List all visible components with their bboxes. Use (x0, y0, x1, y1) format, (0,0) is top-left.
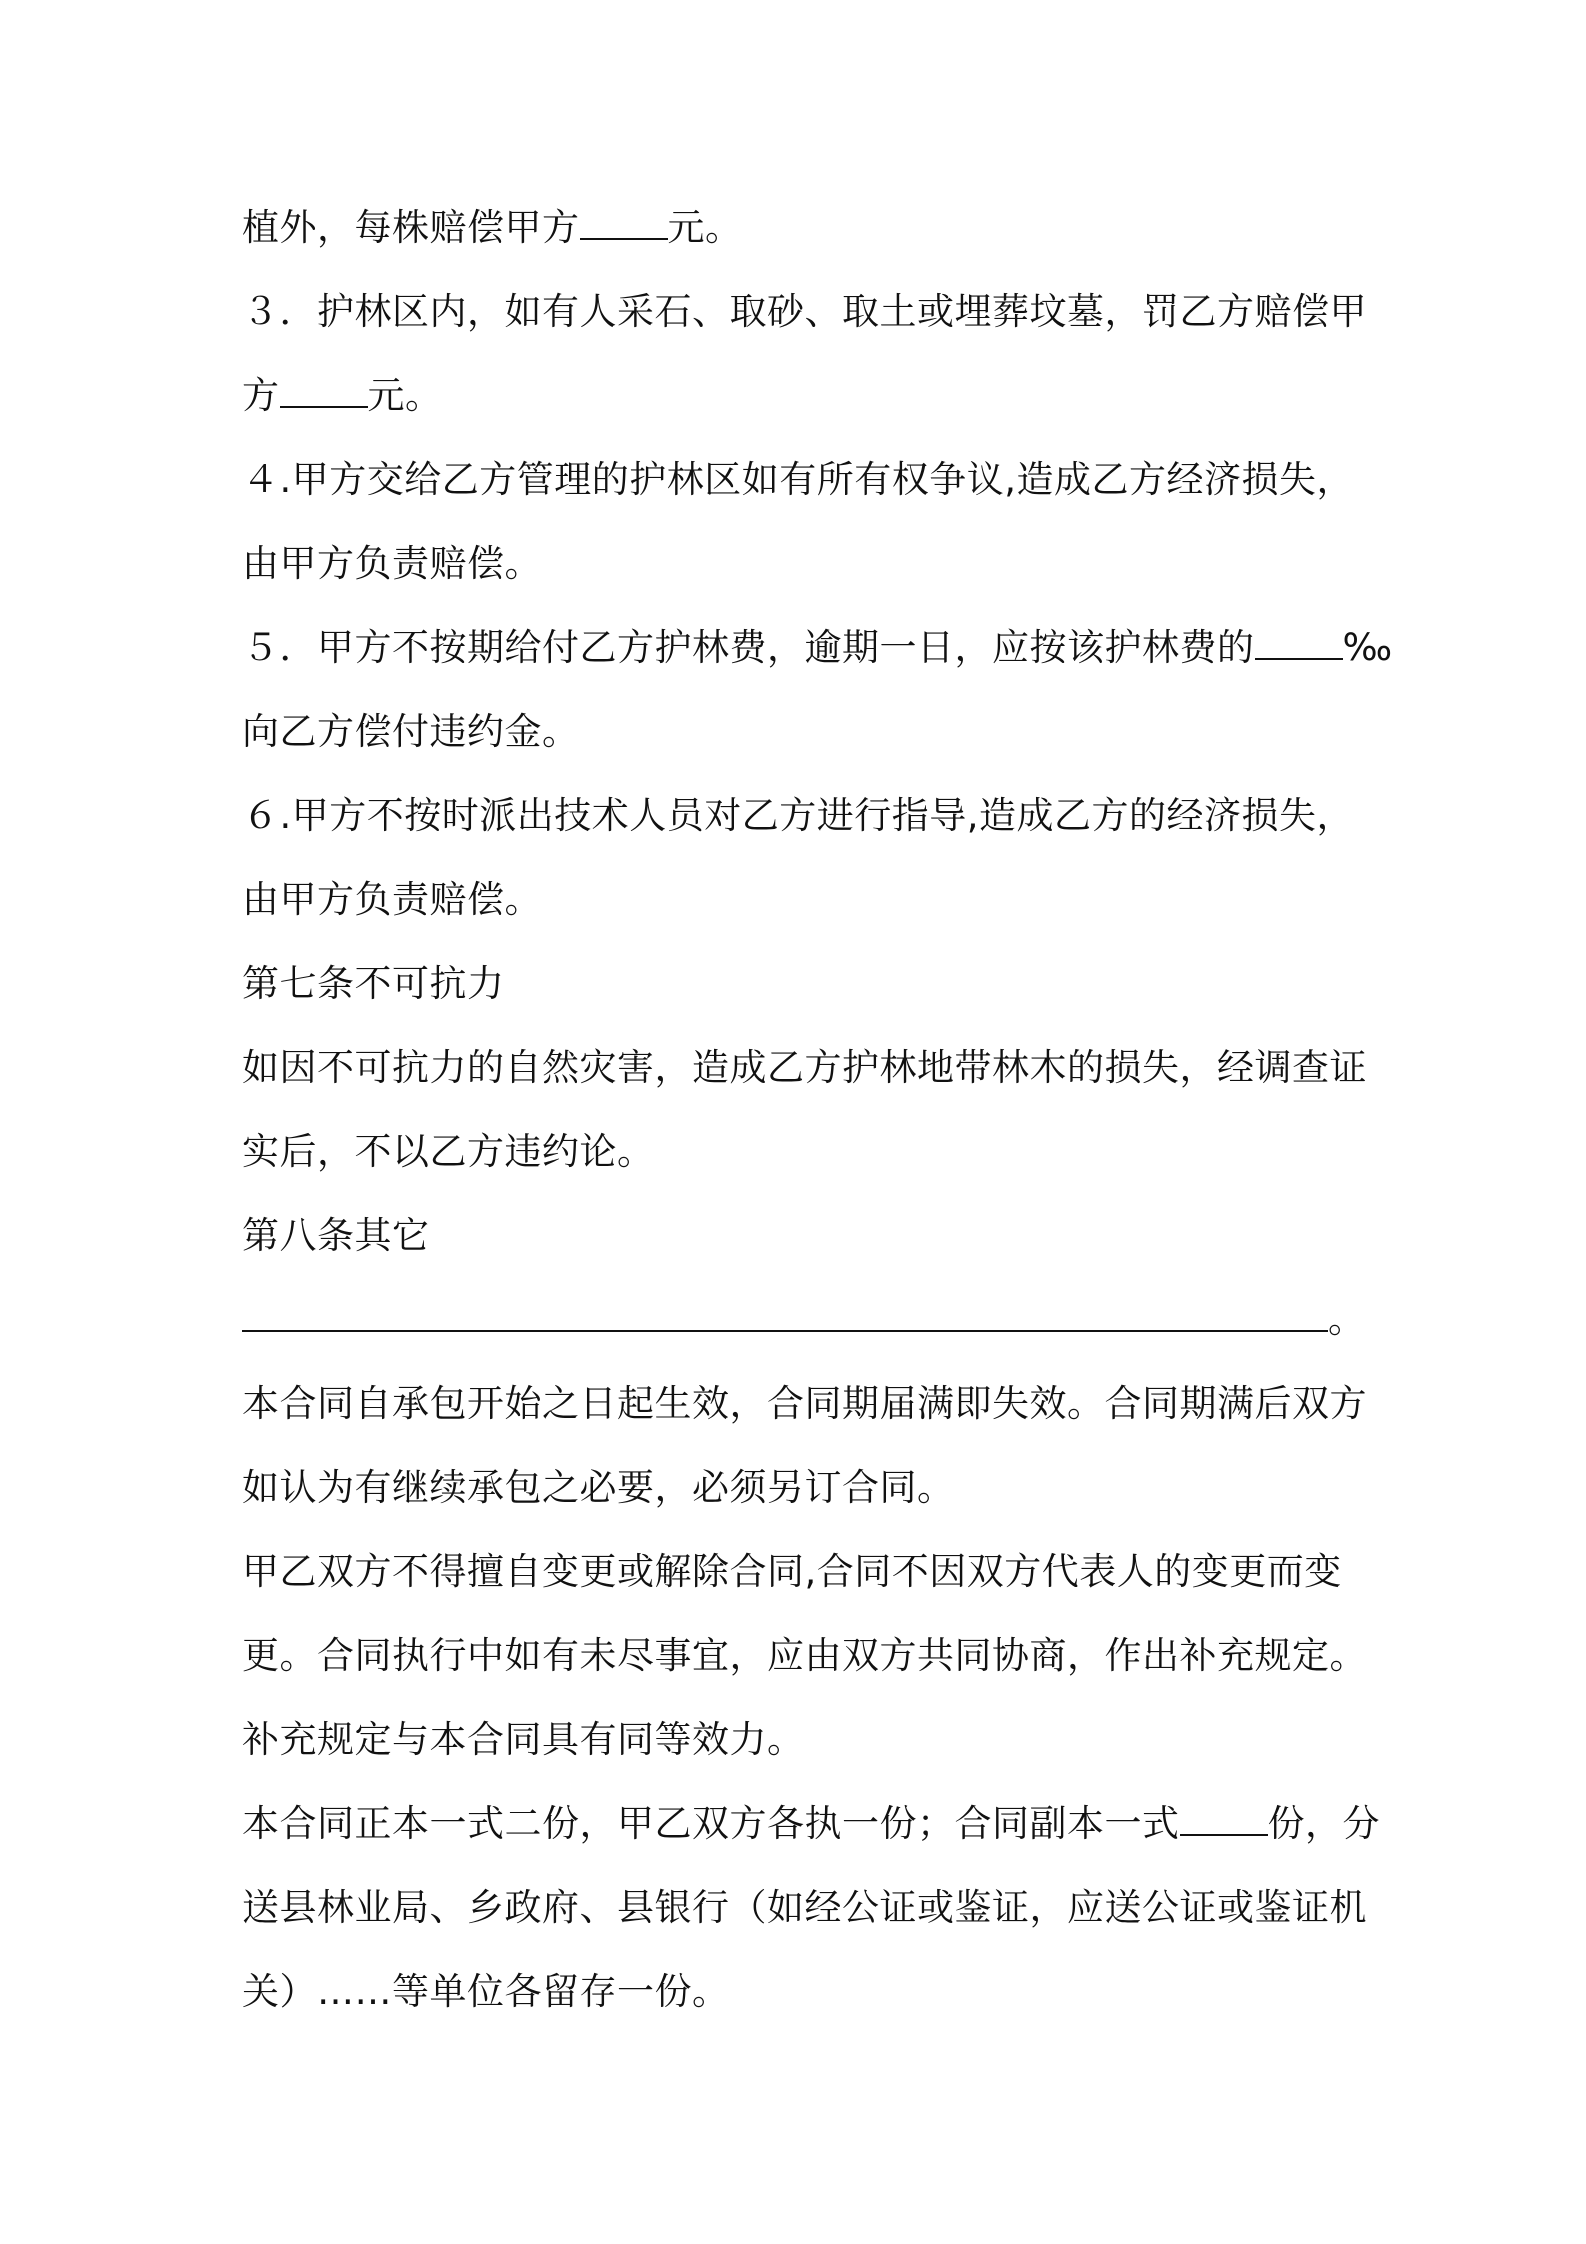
fill-in-blank (580, 208, 668, 240)
text-line: 如因不可抗力的自然灾害，造成乙方护林地带林木的损失，经调查证 (242, 1046, 1367, 1089)
text-line: 甲乙双方不得擅自变更或解除合同,合同不因双方代表人的变更而变 (242, 1550, 1342, 1593)
section-heading: 第八条其它 (242, 1214, 430, 1257)
text-line (242, 1296, 1366, 1344)
text-segment: 元。 (667, 206, 743, 249)
text-line (242, 1800, 1380, 1848)
text-line: 补充规定与本合同具有同等效力。 (242, 1718, 805, 1761)
text-line: 实后，不以乙方违约论。 (242, 1130, 655, 1173)
text-line (242, 624, 1393, 672)
text-line: 由甲方负责赔偿。 (242, 542, 542, 585)
fill-in-blank (1180, 1804, 1268, 1836)
text-line: 本合同自承包开始之日起生效，合同期届满即失效。合同期满后双方 (242, 1382, 1367, 1425)
text-segment: 本合同正本一式二份，甲乙双方各执一份；合同副本一式 (242, 1802, 1180, 1845)
text-segment: 。 (1328, 1298, 1366, 1341)
text-line (242, 204, 1362, 252)
text-line: 更。合同执行中如有未尽事宜，应由双方共同协商，作出补充规定。 (242, 1634, 1367, 1677)
text-segment: 份，分 (1267, 1802, 1380, 1845)
fill-in-blank (280, 376, 368, 408)
fill-in-blank (1255, 628, 1343, 660)
fill-in-blank (242, 1300, 1328, 1332)
section-heading: 第七条不可抗力 (242, 962, 505, 1005)
text-segment: 方 (242, 374, 280, 417)
text-line: 由甲方负责赔偿。 (242, 878, 542, 921)
text-line: 如认为有继续承包之必要，必须另订合同。 (242, 1466, 955, 1509)
text-line: ３．护林区内，如有人采石、取砂、取土或埋葬坟墓，罚乙方赔偿甲 (242, 290, 1367, 333)
text-line: ６.甲方不按时派出技术人员对乙方进行指导,造成乙方的经济损失， (242, 794, 1355, 837)
text-line: ４.甲方交给乙方管理的护林区如有所有权争议,造成乙方经济损失， (242, 458, 1355, 501)
text-line: 关）……等单位各留存一份。 (242, 1970, 730, 2013)
text-segment: ‰ (1342, 626, 1393, 669)
text-segment: 植外，每株赔偿甲方 (242, 206, 580, 249)
text-segment: ５．甲方不按期给付乙方护林费，逾期一日，应按该护林费的 (242, 626, 1255, 669)
text-segment: 元。 (367, 374, 443, 417)
text-line (242, 372, 1362, 420)
text-line: 向乙方偿付违约金。 (242, 710, 580, 753)
text-line: 送县林业局、乡政府、县银行（如经公证或鉴证，应送公证或鉴证机 (242, 1886, 1367, 1929)
